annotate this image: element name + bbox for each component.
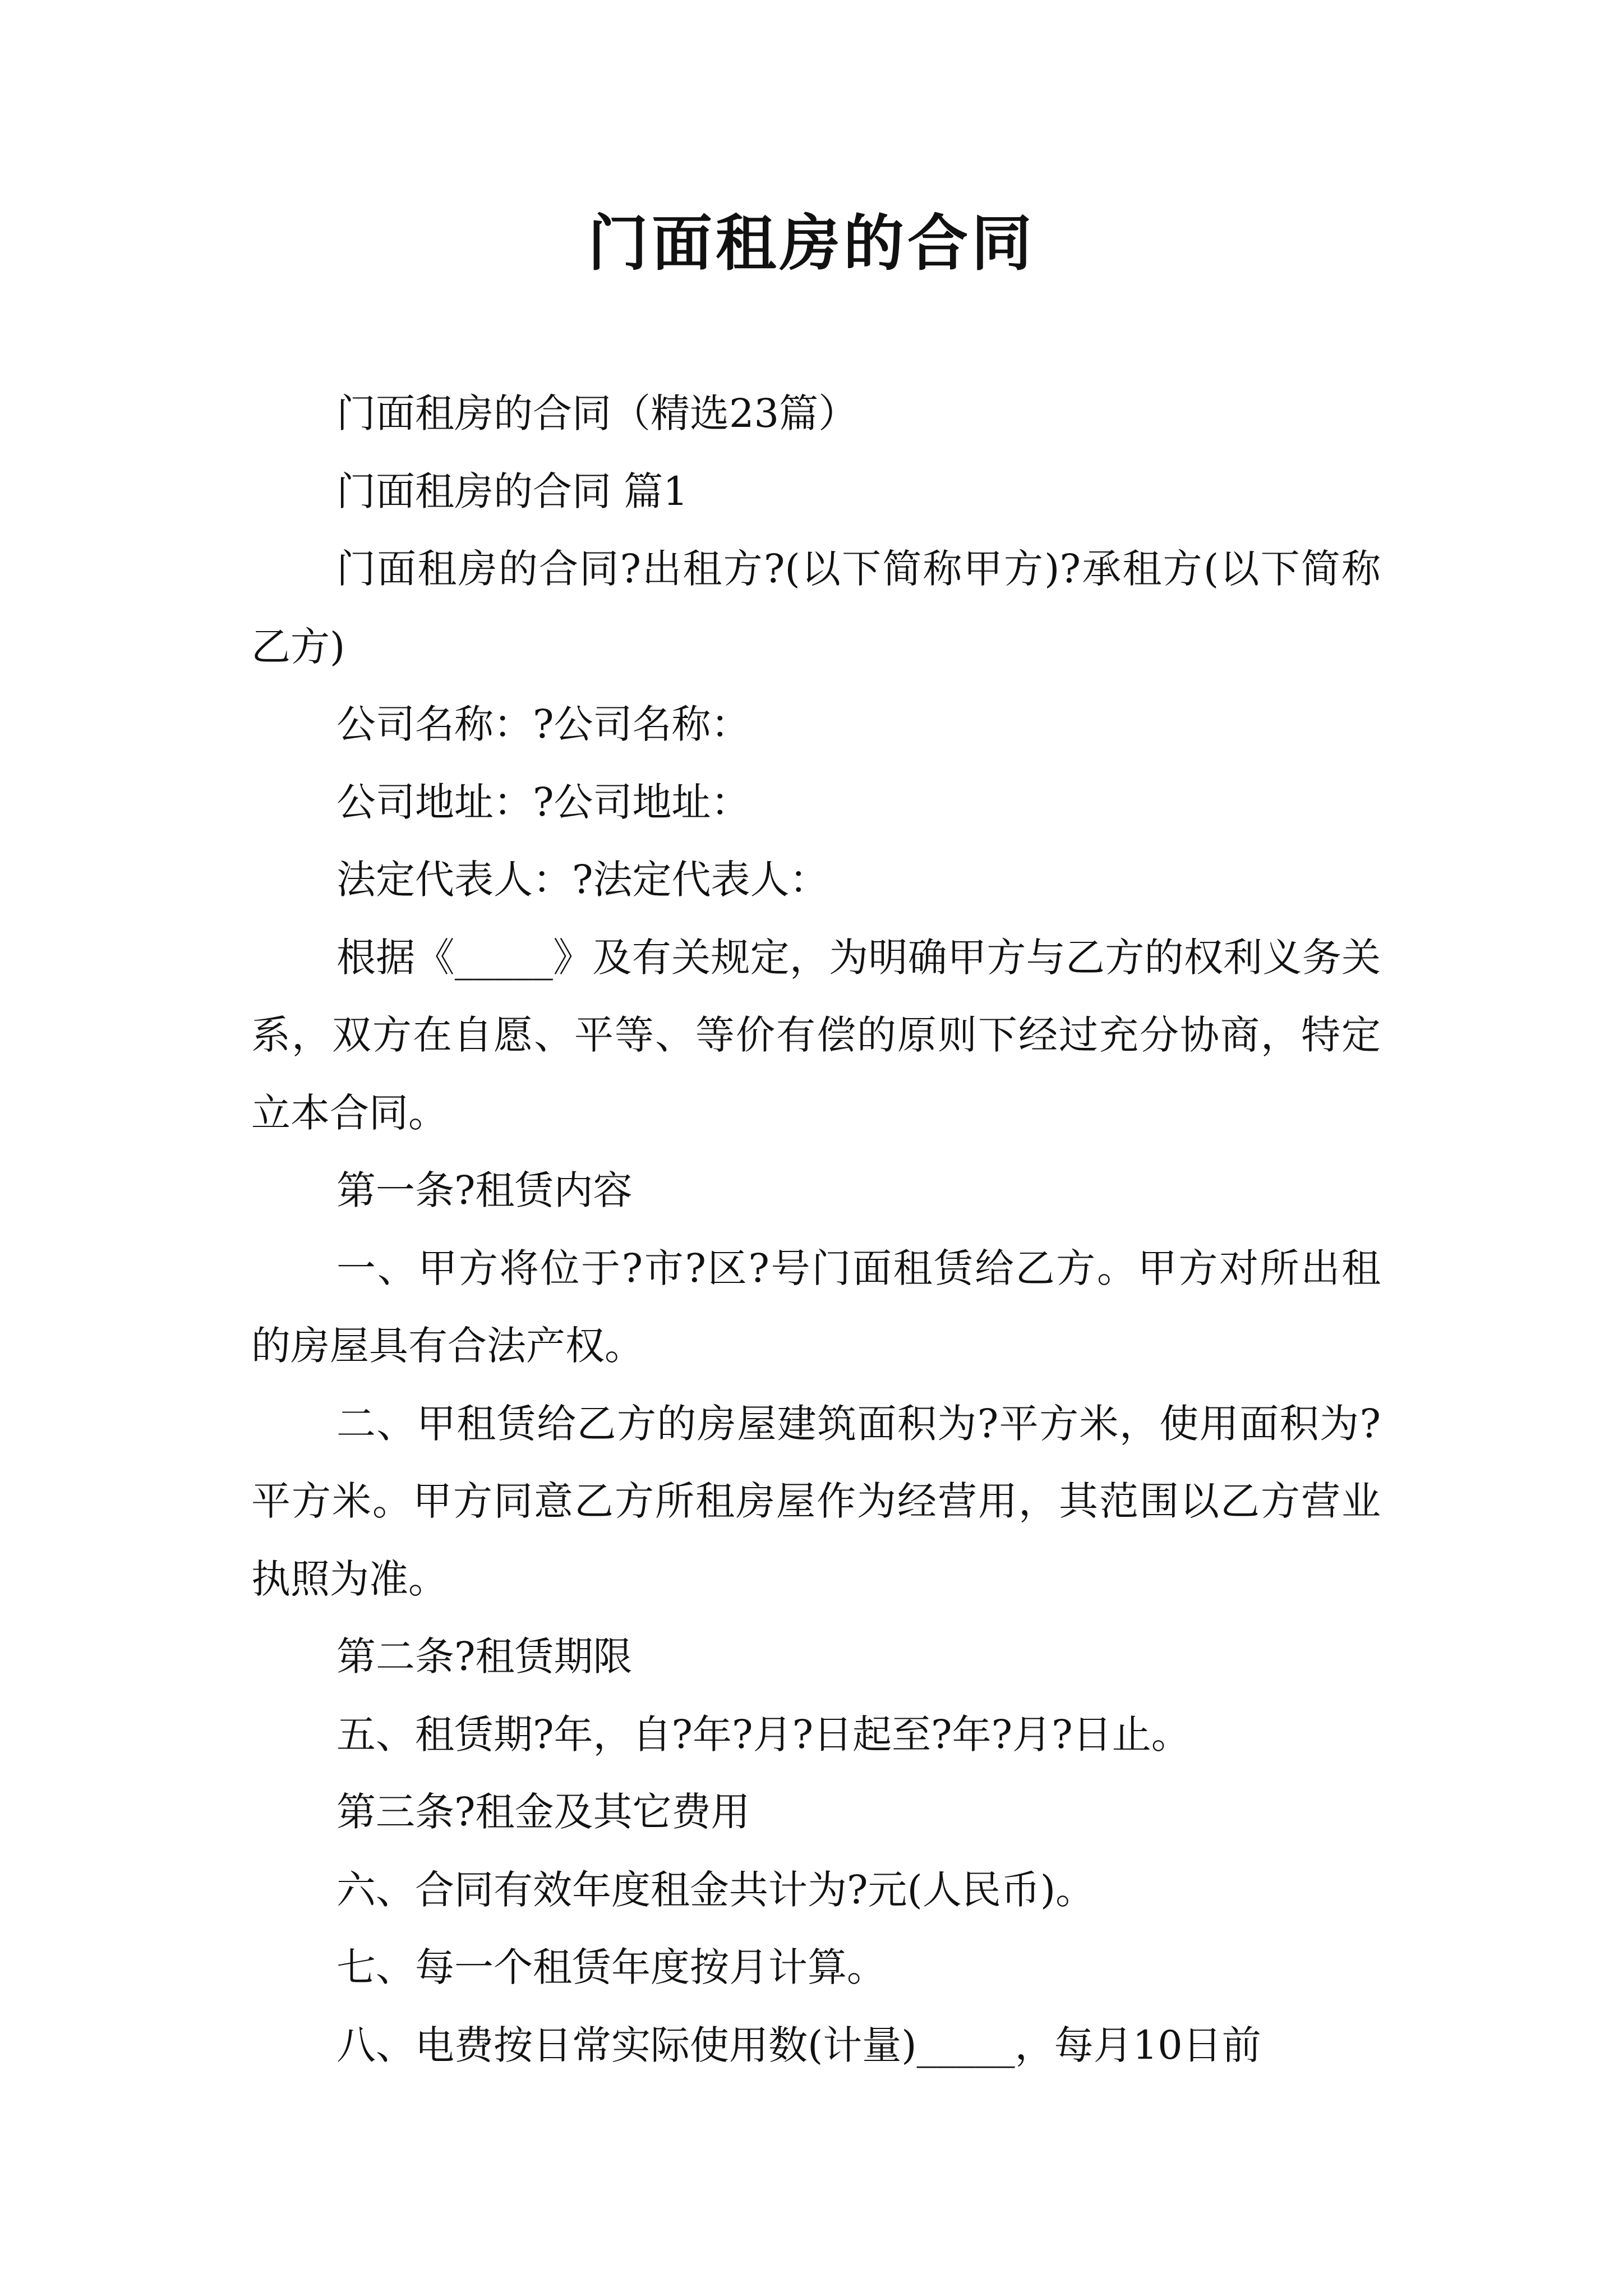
paragraph: 门面租房的合同（精选23篇） [336, 390, 858, 436]
paragraph: 一、甲方将位于?市?区?号门面租赁给乙方。甲方对所出租的房屋具有合法产权。 [251, 1245, 1381, 1369]
paragraph: 五、租赁期?年，自?年?月?日起至?年?月?日止。 [336, 1711, 1191, 1757]
paragraph: 门面租房的合同 篇1 [336, 468, 688, 514]
paragraph: 二、甲租赁给乙方的房屋建筑面积为?平方米，使用面积为?平方米。甲方同意乙方所租房屋作为经营用，其范围以乙方营业执照为准。 [251, 1400, 1381, 1602]
paragraph: 六、合同有效年度租金共计为?元(人民币)。 [336, 1866, 1095, 1913]
document-title: 门面租房的合同 [587, 209, 1035, 279]
paragraph: 第三条?租金及其它费用 [336, 1789, 750, 1835]
document-body [251, 375, 1381, 2084]
paragraph: 公司名称：?公司名称： [336, 701, 750, 747]
paragraph: 第二条?租赁期限 [336, 1634, 633, 1680]
paragraph: 门面租房的合同?出租方?(以下简称甲方)?承租方(以下简称乙方) [251, 546, 1381, 670]
paragraph: 八、电费按日常实际使用数(计量)_____，每月10日前 [336, 2022, 1261, 2068]
paragraph: 根据《_____》及有关规定，为明确甲方与乙方的权利义务关系，双方在自愿、平等、等价有偿的原则下经过充分协商，特定立本合同。 [251, 934, 1381, 1136]
paragraph: 公司地址：?公司地址： [336, 779, 750, 825]
paragraph: 七、每一个租赁年度按月计算。 [336, 1944, 886, 1990]
paragraph: 法定代表人：?法定代表人： [336, 857, 829, 903]
paragraph: 第一条?租赁内容 [336, 1167, 633, 1213]
